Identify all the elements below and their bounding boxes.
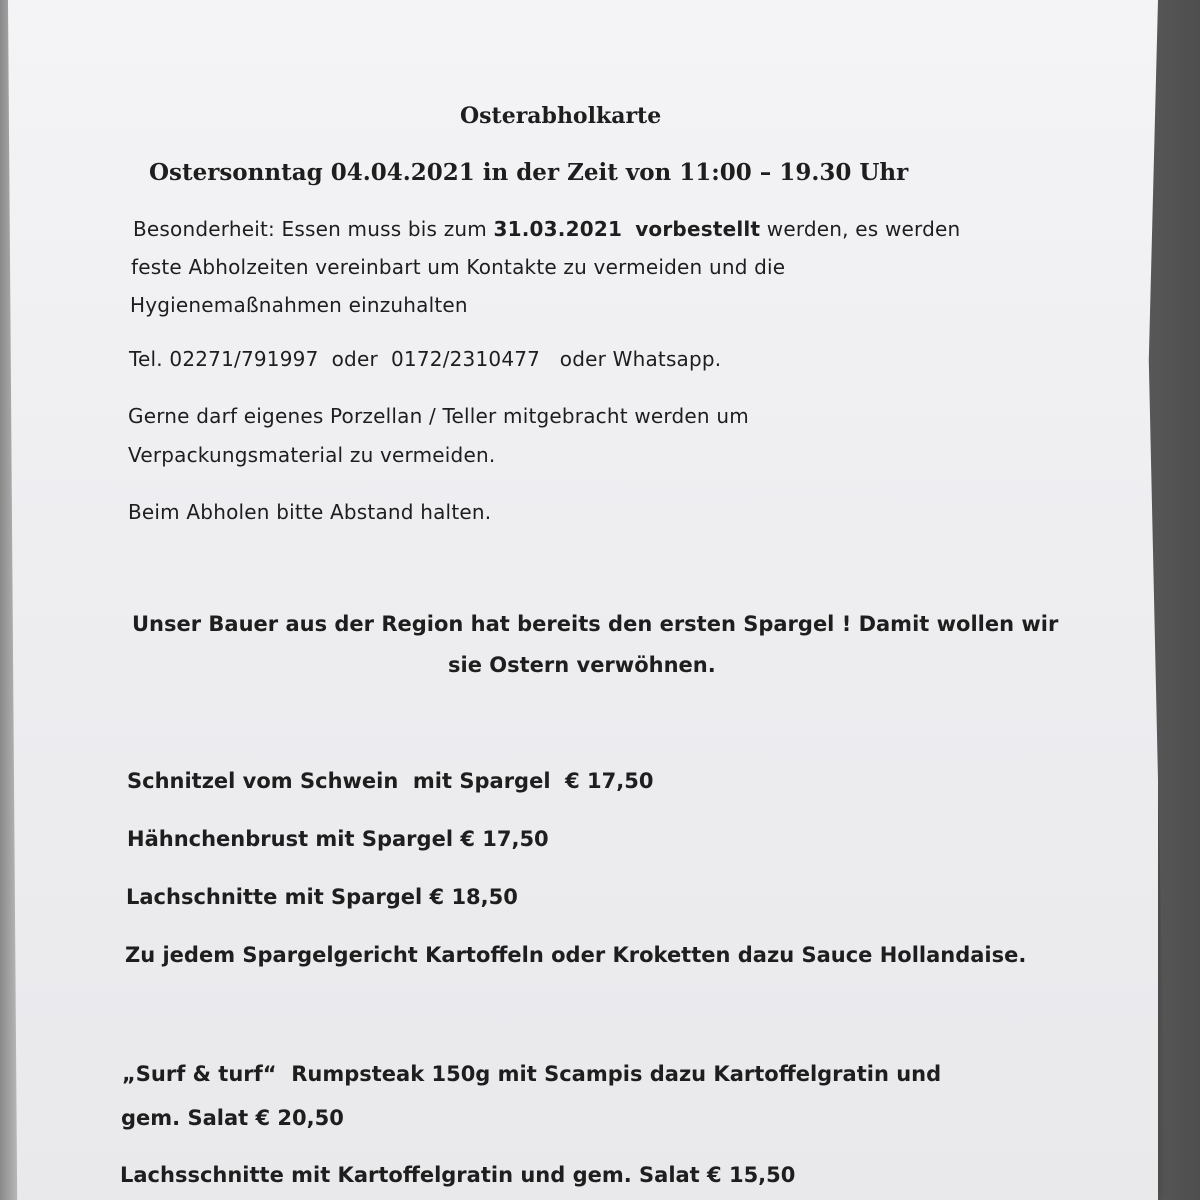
porcelain-line-1: Gerne darf eigenes Porzellan / Teller mitgebracht werden um	[128, 404, 749, 428]
preorder-emphasis: vorbestellt	[635, 217, 761, 241]
event-date-time: Ostersonntag 04.04.2021 in der Zeit von 11:00 – 19.30 Uhr	[149, 159, 909, 186]
porcelain-line-2: Verpackungsmaterial zu vermeiden.	[128, 443, 496, 467]
menu-item-salmon-gratin: Lachsschnitte mit Kartoffelgratin und gem. Salat € 15,50	[120, 1163, 796, 1187]
menu-item-schnitzel: Schnitzel vom Schwein mit Spargel € 17,50	[127, 769, 654, 793]
asparagus-announcement-line-1: Unser Bauer aus der Region hat bereits den ersten Spargel ! Damit wollen wir	[132, 612, 1059, 636]
notice-line-3: Hygienemaßnahmen einzuhalten	[130, 293, 468, 317]
notice-gap	[622, 217, 635, 241]
contact-phone: Tel. 02271/791997 oder 0172/2310477 oder Whatsapp.	[129, 347, 722, 371]
notice-text-end: werden, es werden	[760, 217, 961, 241]
menu-side-note: Zu jedem Spargelgericht Kartoffeln oder Kroketten dazu Sauce Hollandaise.	[125, 943, 1027, 967]
distance-note: Beim Abholen bitte Abstand halten.	[128, 500, 492, 524]
notice-line-2: feste Abholzeiten vereinbart um Kontakte zu vermeiden und die	[131, 255, 786, 279]
menu-item-surf-turf-line-1: „Surf & turf“ Rumpsteak 150g mit Scampis dazu Kartoffelgratin und	[122, 1062, 942, 1086]
notice-text: Besonderheit: Essen muss bis zum	[133, 217, 494, 241]
menu-item-salmon-asparagus: Lachschnitte mit Spargel € 18,50	[126, 885, 518, 909]
asparagus-announcement-line-2: sie Ostern verwöhnen.	[448, 653, 716, 677]
order-deadline-date: 31.03.2021	[493, 217, 623, 241]
menu-item-chicken: Hähnchenbrust mit Spargel € 17,50	[127, 827, 549, 851]
document-title: Osterabholkarte	[460, 103, 662, 129]
notice-line-1	[133, 217, 960, 241]
menu-item-surf-turf-line-2: gem. Salat € 20,50	[121, 1106, 344, 1130]
